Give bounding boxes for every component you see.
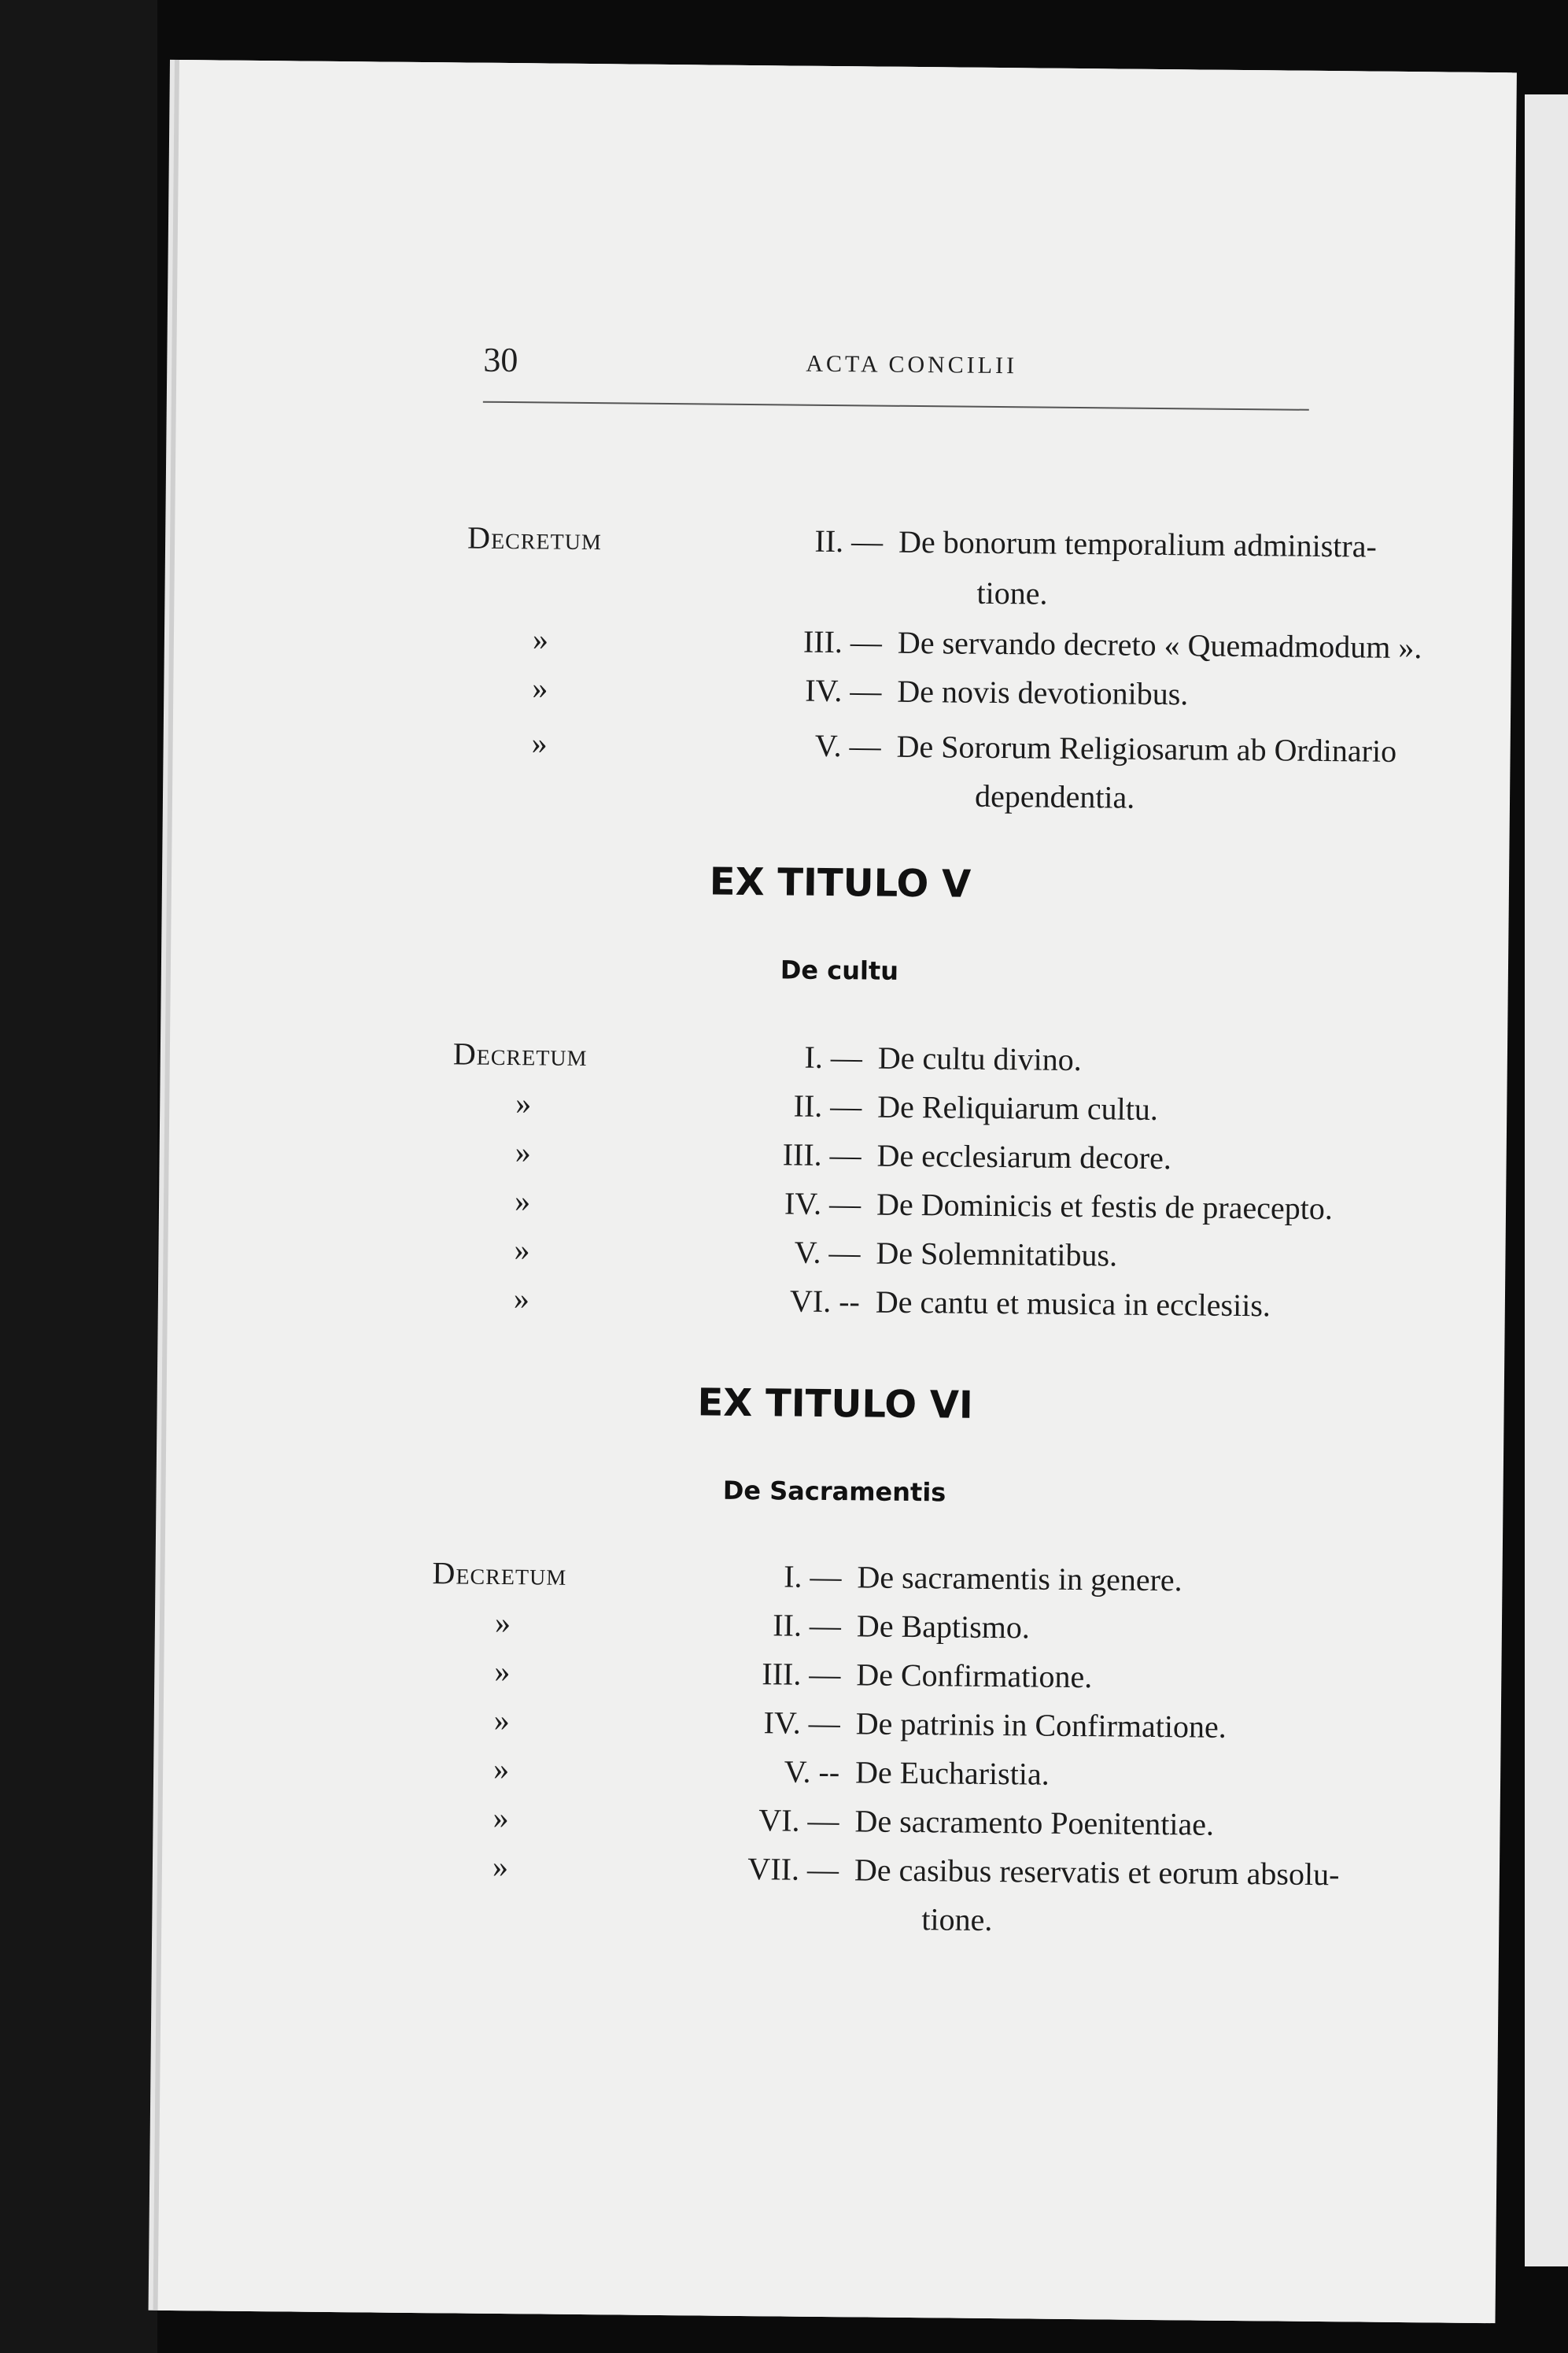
- section-subtitle: De Sacramentis: [722, 1475, 946, 1508]
- ditto-mark: »: [515, 1085, 532, 1121]
- ditto-mark: »: [493, 1799, 509, 1836]
- entry-row: [170, 1032, 1507, 1078]
- entry-number: III. —: [762, 1656, 841, 1693]
- ditto-mark: »: [493, 1701, 510, 1738]
- ditto-mark: »: [513, 1280, 530, 1317]
- entry-continuation: dependentia.: [974, 778, 1135, 815]
- entry-row: [165, 1552, 1503, 1598]
- entry-row: [174, 617, 1511, 666]
- entry-text: De Baptismo.: [856, 1608, 1031, 1646]
- scan-backdrop-left: [0, 0, 157, 2353]
- entry-number: VI. —: [758, 1802, 839, 1839]
- entry-text: De novis devotionibus.: [897, 673, 1189, 712]
- entry-number: V. —: [794, 1234, 861, 1271]
- entry-row: [168, 1276, 1505, 1324]
- ditto-mark: »: [532, 621, 549, 657]
- entry-number: VI. --: [789, 1283, 861, 1320]
- entry-row: [174, 666, 1511, 712]
- entry-number: IV. —: [763, 1705, 840, 1742]
- entry-number: IV. —: [784, 1185, 861, 1222]
- ditto-mark: »: [492, 1848, 509, 1885]
- entry-row: [162, 1845, 1500, 1893]
- next-page-edge: [1525, 94, 1568, 2266]
- entry-number: I. —: [804, 1039, 863, 1076]
- entry-row: [164, 1601, 1502, 1646]
- entry-text: De servando decreto « Quemadmodum ».: [897, 624, 1422, 666]
- entry-row: [163, 1796, 1500, 1842]
- ditto-mark: »: [493, 1750, 510, 1787]
- entry-label: Decretum: [432, 1555, 567, 1592]
- entry-text: De sacramentis in genere.: [857, 1559, 1182, 1598]
- entry-row: [163, 1747, 1500, 1792]
- entry-row: [175, 516, 1512, 564]
- entry-number: III. —: [802, 623, 883, 660]
- page-number: 30: [483, 340, 518, 380]
- entry-number: II. —: [814, 523, 884, 560]
- entry-text: De Dominicis et festis de praecepto.: [876, 1186, 1334, 1227]
- section-title: EX TITULO VI: [697, 1380, 974, 1428]
- ditto-mark: »: [494, 1604, 511, 1641]
- entry-row: [173, 721, 1511, 769]
- entry-text: De Eucharistia.: [854, 1754, 1050, 1792]
- entry-row: [168, 1179, 1506, 1227]
- entry-number: V. —: [814, 727, 881, 764]
- section-subtitle: De cultu: [780, 955, 899, 986]
- entry-text: De patrinis in Confirmatione.: [855, 1705, 1227, 1745]
- entry-text: De ecclesiarum decore.: [876, 1137, 1172, 1176]
- entry-label: Decretum: [467, 519, 603, 557]
- entry-number: II. —: [773, 1607, 842, 1644]
- entry-label: Decretum: [452, 1036, 588, 1073]
- entry-text: De Reliquiarum cultu.: [877, 1088, 1159, 1128]
- ditto-mark: »: [514, 1232, 530, 1268]
- ditto-mark: »: [515, 1134, 531, 1170]
- entry-number: I. —: [783, 1558, 842, 1595]
- entry-number: III. —: [782, 1136, 861, 1173]
- entry-row: [169, 1130, 1507, 1176]
- entry-text: De cultu divino.: [877, 1040, 1082, 1078]
- entry-number: V. --: [784, 1753, 840, 1790]
- entry-text: De Confirmatione.: [856, 1657, 1093, 1695]
- entry-text: De cantu et musica in ecclesiis.: [875, 1284, 1271, 1324]
- document-page: [158, 60, 1517, 2323]
- entry-number: VII. —: [747, 1851, 839, 1888]
- section-title: EX TITULO V: [709, 859, 972, 907]
- ditto-mark: »: [531, 725, 548, 761]
- running-head: ACTA CONCILII: [806, 350, 1018, 379]
- ditto-mark: »: [532, 670, 548, 706]
- entry-continuation: tione.: [921, 1901, 993, 1938]
- entry-text: De bonorum temporalium administra-: [898, 523, 1377, 564]
- entry-text: De Solemnitatibus.: [876, 1235, 1118, 1273]
- entry-text: De Sororum Religiosarum ab Ordinario: [896, 728, 1397, 769]
- entry-continuation: tione.: [976, 574, 1048, 611]
- entry-row: [168, 1228, 1506, 1273]
- entry-number: II. —: [793, 1088, 862, 1125]
- entry-row: [164, 1698, 1501, 1745]
- entry-text: De casibus reservatis et eorum absolu-: [854, 1852, 1340, 1893]
- entry-row: [170, 1081, 1507, 1128]
- ditto-mark: »: [514, 1183, 531, 1219]
- entry-text: De sacramento Poenitentiae.: [854, 1803, 1215, 1842]
- ditto-mark: »: [494, 1653, 511, 1690]
- entry-row: [164, 1649, 1502, 1695]
- header-rule: [483, 401, 1309, 411]
- entry-number: IV. —: [805, 672, 882, 709]
